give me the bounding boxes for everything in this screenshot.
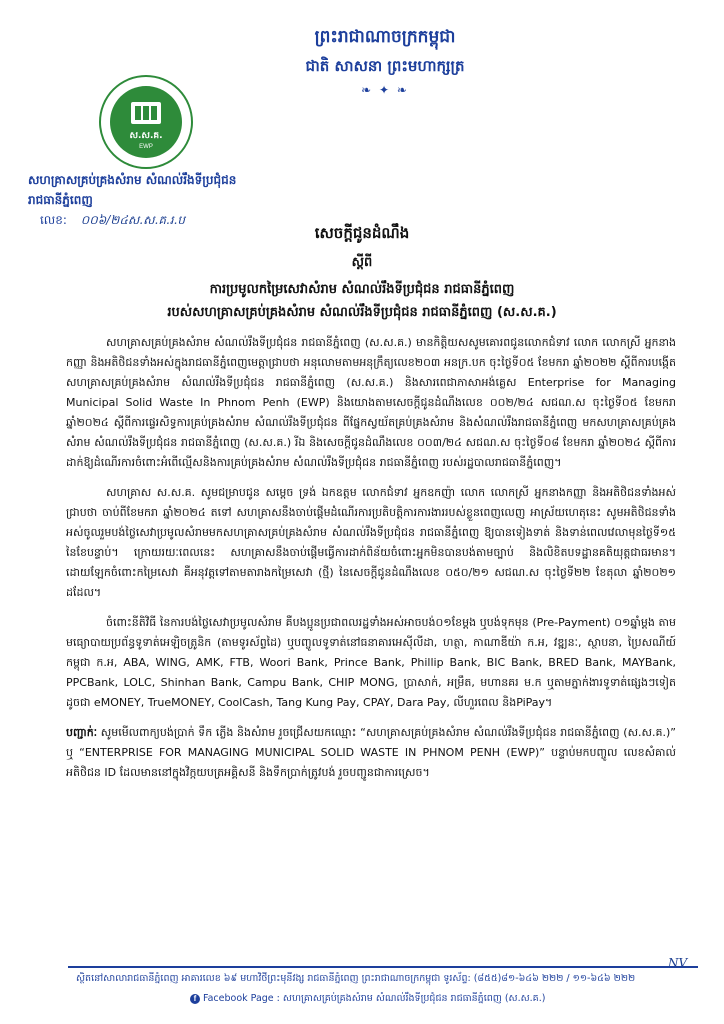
issuing-organization [28,170,236,210]
note-text: សូមមើលពាក្យបង់ប្រាក់ ទឹក ភ្លើង និងសំរាម រួចជ្រើសយកឈ្មោះ “សហគ្រាសគ្រប់គ្រងសំរាម សំណល់រឹងទីប្រជុំជន រាជធានីភ្នំពេញ (ស.ស.គ.)” ឬ “ENTERPRISE FOR MANAGING MUNICIPAL SOLID WASTE IN PHNOM PENH (EWP)” បន្ទាប់មកបញ្ចូល លេខសំគាល់អតិថិជន ID ដែលមាននៅក្នុងវិក្កយបត្រអគ្គិសនី និងទឹកប្រាក់ត្រូវបង់ រួចបញ្ជូនជាការស្រេច។ [66,726,676,779]
ornament-divider: ❧ ✦ ❧ [361,83,409,97]
national-motto: ជាតិ សាសនា ព្រះមហាក្សត្រ [305,57,465,75]
title-subject-line2: របស់សហគ្រាសគ្រប់គ្រងសំរាម សំណល់រឹងទីប្រជុំជន រាជធានីភ្នំពេញ (ស.ស.គ.) [167,305,557,320]
facebook-icon: f [190,994,200,1004]
facebook-page-text: Facebook Page : សហគ្រាសគ្រប់គ្រងសំរាម សំណល់រឹងទីប្រជុំជន រាជធានីភ្នំពេញ (ស.ស.គ.) [203,993,546,1004]
paragraph-3: ចំពោះនីតិវិធី នៃការបង់ថ្លៃសេវាប្រមូលសំរាម គឺបងប្អូនប្រជាពលរដ្ឋទាំងអស់អាចបង់០១ខែម្តង ឬបង់ទុកមុន (Pre-Payment) ០១ឆ្នាំម្តង តាមមធ្យោបាយប្រព័ន្ធទូទាត់អេឡិចត្រូនិក (តាមទូរស័ព្ទដៃ) ឬបញ្ចូលទូទាត់នៅធនាគារអេស៊ីលីដា, ហត្ថា, កាណាឌីយ៉ា ក.អ, វឌ្ឍនៈ, ស្ថាបនា, ប្រៃសណីយ៍កម្ពុជា ក.អ, ABA, WING, AMK, FTB, Woori Bank, Prince Bank, Phillip Bank, BIC Bank, BRED Bank, MAYBank, PPCBank, LOLC, Shinhan Bank, Campu Bank, CHIP MONG, ប្រាសាក់, អម្រឹត, មហានគរ ម.ក ឬតាមភ្នាក់ងារទូទាត់ផ្សេងៗទៀត ដូចជា eMONEY, TrueMONEY, CoolCash, Tang Kung Pay, CPAY, Dara Pay, លីហួរពេល និងPiPay។ [66,616,676,709]
title-about: ស្តីពី [351,255,373,270]
kingdom-title: ព្រះរាជាណាចក្រកម្ពុជា [314,27,456,47]
letterhead [250,26,520,97]
document-body [66,333,676,783]
paragraph-1: សហគ្រាសគ្រប់គ្រងសំរាម សំណល់រឹងទីប្រជុំជន រាជធានីភ្នំពេញ (ស.ស.គ.) មានកិត្តិយសសូមគោរពជូនលោកជំទាវ លោក លោកស្រី អ្នកនាងកញ្ញា និងអតិថិជនទាំងអស់ក្នុងរាជធានីភ្នំពេញមេត្តាជ្រាបថា អនុលោមតាមអនុក្រឹត្យលេខ២០៣ អនក្រ.បក ចុះថ្ងៃទី០៥ ខែមករា ឆ្នាំ២០២២ ស្តីពីការបង្កើត សហគ្រាសគ្រប់គ្រងសំរាម សំណល់រឹងទីប្រជុំជន រាជធានីភ្នំពេញ (ស.ស.គ.) និងសារពេជាភាសាអង់គ្លេស Enterprise for Managing Municipal Solid Waste In Phnom Penh (EWP) និងយោងតាមសេចក្តីជូនដំណឹងលេខ ០០២/២៤ សជណ.ស ចុះថ្ងៃទី០៥ ខែមករា ឆ្នាំ២០២៤ ស្តីពីការផ្ទេរសិទ្ធការគ្រប់គ្រងសំរាម សំណល់រឹងទីប្រជុំជន ពីផ្នែកស្វយ័តគ្រប់គ្រងសំរាម និងសំណល់រឹងរាជធានីភ្នំពេញ មកសហគ្រាសគ្រប់គ្រងសំរាម សំណល់រឹងទីប្រជុំជន រាជធានីភ្នំពេញ (ស.ស.គ.) រីឯ និងសេចក្តីជូនដំណឹងលេខ ០០៣/២៤ សជណ.ស ចុះថ្ងៃទី០៨ ខែមករា ឆ្នាំ២០២៤ ស្តីពីការដាក់ឱ្យដំណើរការចំពោះអំពើល្មើសនិងការគ្រប់គ្រងសំរាម សំណល់រឹងទីប្រជុំជន រាជធានីភ្នំពេញ របស់រដ្ឋបាលរាជធានីភ្នំពេញ។ [66,336,676,469]
footer-divider [68,966,698,968]
ewp-logo [98,74,194,170]
note-label: បញ្ជាក់ៈ [66,727,98,739]
logo-khmer-initials: ស.ស.គ. [129,131,163,141]
title-subject-line1: ការប្រមូលកម្រៃសេវាសំរាម សំណល់រឹងទីប្រជុំជន រាជធានីភ្នំពេញ [209,282,515,297]
paragraph-2: សហគ្រាស ស.ស.គ. សូមជម្រាបជូន សម្តេច ទ្រង់ ឯកឧត្តម លោកជំទាវ អ្នកឧកញ៉ា លោក លោកស្រី អ្នកនាងកញ្ញា និងអតិថិជនទាំងអស់ ជ្រាបថា ចាប់ពីខែមករា ឆ្នាំ២០២៤ តទៅ សហគ្រាសនឹងចាប់ផ្តើមដំណើរការប្រតិបត្តិការការងាររបស់ខ្លួនពេញលេញ អាស្រ័យហេតុនេះ សូមអតិថិជនទាំងអស់ចូលរួមបង់ថ្លៃសេវាប្រមូលសំរាមមកសហគ្រាសគ្រប់គ្រងសំរាម សំណល់រឹងទីប្រជុំជន រាជធានីភ្នំពេញ ឱ្យបានទៀងទាត់ និងទាន់ពេលវេលាមុនថ្ងៃទី១៥ នៃខែបន្ទាប់។ ក្រោយរយៈពេលនេះ សហគ្រាសនឹងចាប់ផ្តើមធ្វើការដាក់ពិន័យចំពោះអ្នកមិនបានបង់តាមច្បាប់ និងលិខិតបទដ្ឋានគតិយុត្តជាធរមាន។ ដោយឡែកចំពោះកម្រៃសេវា គឺអនុវត្តទៅតាមតារាងកម្រៃសេវា (ថ្មី) នៃសេចក្តីជូនដំណឹងលេខ ០៥០/២១ សជណ.ស ចុះថ្ងៃទី២២ ខែតុលា ឆ្នាំ២០២១ ដដែល។ [66,486,676,599]
initials-signature: NV [668,956,688,970]
title-main: សេចក្តីជូនដំណឹង [314,224,410,242]
ref-label: លេខ: [40,213,67,227]
note [66,723,676,783]
org-name-line2: រាជធានីភ្នំពេញ [28,193,93,207]
footer-facebook [190,992,545,1006]
logo-ewp: EWP [139,144,153,150]
org-name-line1: សហគ្រាសគ្រប់គ្រងសំរាម សំណល់រឹងទីប្រជុំជន [28,173,237,187]
document-title [0,224,724,323]
ref-number: ០០៦/២៤ស.ស.គ.រ.ប [80,213,185,227]
footer-address: ស្ថិតនៅសាលារាជធានីភ្នំពេញ អាគារលេខ ៦៩ មហាវិថីព្រះមុនីវង្ស រាជធានីភ្នំពេញ ព្រះរាជាណាចក្រកម្ពុជា ទូរស័ព្ទ: (៨៥៥)៨១-៦៤៦ ២២២ / ១១-៦៤៦ ២២២ [76,973,636,984]
